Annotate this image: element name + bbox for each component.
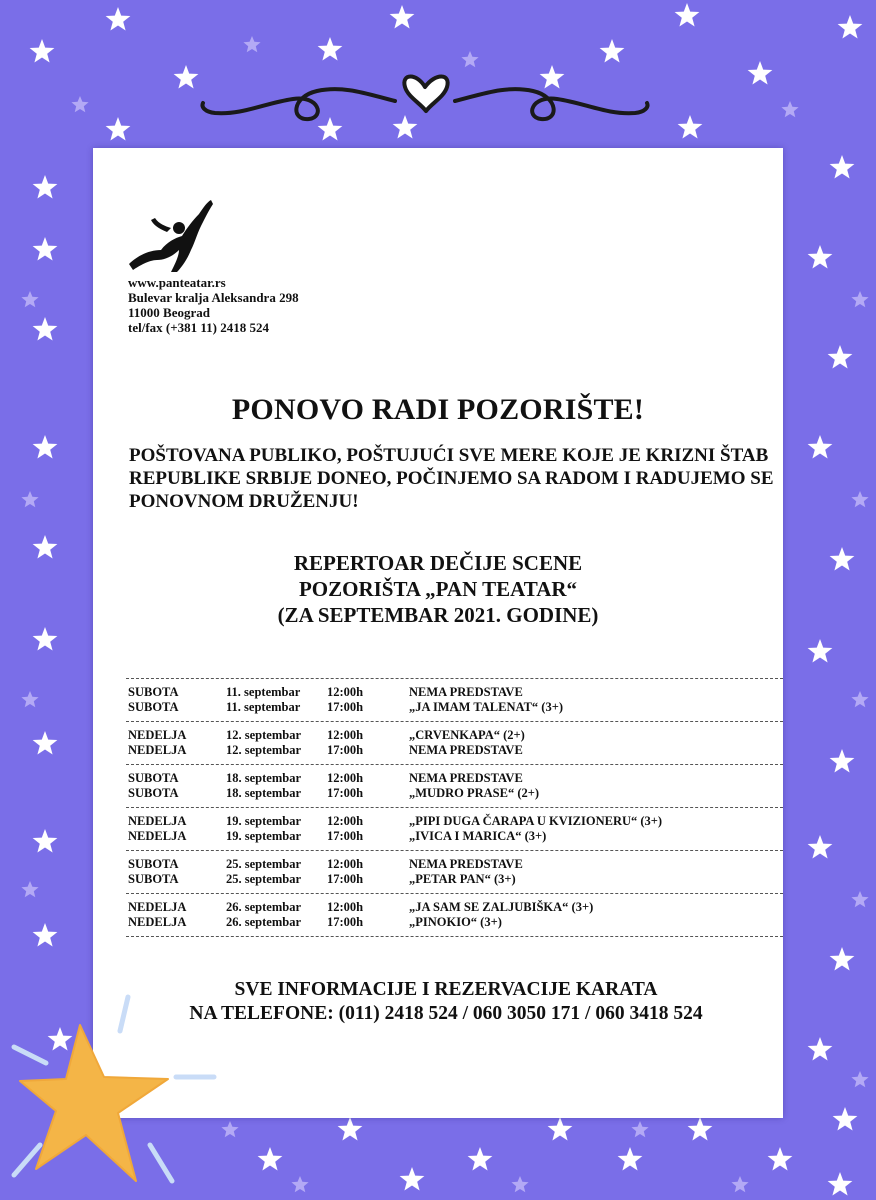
schedule-day: SUBOTA xyxy=(128,786,179,800)
star-icon xyxy=(748,61,773,85)
schedule-day: NEDELJA xyxy=(128,743,187,757)
star-icon xyxy=(808,1037,833,1061)
star-icon xyxy=(631,1121,648,1137)
repertoire-title-line: (ZA SEPTEMBAR 2021. GODINE) xyxy=(277,603,599,627)
schedule-time: 17:00h xyxy=(327,872,364,886)
star-icon xyxy=(851,491,868,507)
star-icon xyxy=(808,639,833,663)
schedule-date: 25. septembar xyxy=(226,872,301,886)
schedule-date: 12. septembar xyxy=(226,728,301,742)
star-icon xyxy=(511,1176,528,1192)
schedule-date: 26. septembar xyxy=(226,915,301,929)
schedule-show: „PIPI DUGA ČARAPA U KVIZIONERU“ (3+) xyxy=(409,814,663,828)
star-icon xyxy=(731,1176,748,1192)
star-icon xyxy=(678,115,703,139)
star-icon xyxy=(618,1147,643,1171)
schedule-time: 17:00h xyxy=(327,743,364,757)
schedule-show: „CRVENKAPA“ (2+) xyxy=(409,728,525,742)
page-title: PONOVO RADI POZORIŠTE! xyxy=(231,393,645,426)
schedule-date: 11. septembar xyxy=(226,700,301,714)
schedule-row xyxy=(126,685,783,700)
star-icon xyxy=(851,1071,868,1087)
star-icon xyxy=(33,317,58,341)
star-icon xyxy=(851,891,868,907)
star-icon xyxy=(468,1147,493,1171)
schedule-row xyxy=(126,915,783,930)
star-icon xyxy=(21,881,38,897)
star-icon xyxy=(688,1117,713,1141)
dancer-logo-icon xyxy=(127,198,217,276)
schedule-time: 12:00h xyxy=(327,728,364,742)
star-icon xyxy=(808,435,833,459)
schedule-group xyxy=(126,893,783,937)
star-icon xyxy=(21,691,38,707)
phone-line: tel/fax (+381 11) 2418 524 xyxy=(128,320,270,335)
schedule-date: 25. septembar xyxy=(226,857,301,871)
schedule-day: SUBOTA xyxy=(128,857,179,871)
schedule-show: „PETAR PAN“ (3+) xyxy=(409,872,516,886)
address-line: Bulevar kralja Aleksandra 298 xyxy=(128,290,299,305)
star-icon xyxy=(21,291,38,307)
schedule-day: NEDELJA xyxy=(128,900,187,914)
star-icon xyxy=(33,435,58,459)
schedule-time: 17:00h xyxy=(327,700,364,714)
schedule-row xyxy=(126,786,783,801)
schedule-row xyxy=(126,700,783,715)
schedule-date: 19. septembar xyxy=(226,814,301,828)
schedule-day: NEDELJA xyxy=(128,915,187,929)
star-icon xyxy=(33,627,58,651)
repertoire-title xyxy=(93,550,783,628)
schedule-show: „IVICA I MARICA“ (3+) xyxy=(409,829,547,843)
schedule-row xyxy=(126,872,783,887)
star-icon xyxy=(243,36,260,52)
schedule-row xyxy=(126,829,783,844)
schedule-show: NEMA PREDSTAVE xyxy=(409,743,523,757)
star-icon xyxy=(828,345,853,369)
contact-block xyxy=(128,275,299,335)
schedule-group xyxy=(126,764,783,807)
schedule-day: NEDELJA xyxy=(128,829,187,843)
schedule-time: 12:00h xyxy=(327,771,364,785)
star-icon xyxy=(828,1172,853,1196)
star-icon xyxy=(808,245,833,269)
schedule-group xyxy=(126,850,783,893)
schedule-show: „JA IMAM TALENAT“ (3+) xyxy=(409,700,563,714)
star-icon xyxy=(548,1117,573,1141)
schedule-row xyxy=(126,743,783,758)
star-icon xyxy=(258,1147,283,1171)
star-icon xyxy=(33,535,58,559)
star-icon xyxy=(833,1107,858,1131)
schedule-time: 12:00h xyxy=(327,857,364,871)
star-icon xyxy=(338,1117,363,1141)
website-link[interactable]: www.panteatar.rs xyxy=(128,275,226,290)
star-icon xyxy=(675,3,700,27)
schedule-group xyxy=(126,807,783,850)
schedule-show: „PINOKIO“ (3+) xyxy=(409,915,502,929)
star-icon xyxy=(33,829,58,853)
schedule-time: 12:00h xyxy=(327,685,364,699)
schedule-table xyxy=(126,678,783,937)
schedule-show: NEMA PREDSTAVE xyxy=(409,685,523,699)
reservation-phones: NA TELEFONE: (011) 2418 524 / 060 3050 171 / 060 3418 524 xyxy=(189,1003,703,1024)
schedule-time: 17:00h xyxy=(327,915,364,929)
star-burst-icon xyxy=(0,985,230,1200)
schedule-date: 12. septembar xyxy=(226,743,301,757)
star-icon xyxy=(400,1167,425,1191)
reservation-info-line: SVE INFORMACIJE I REZERVACIJE KARATA xyxy=(234,979,658,1000)
schedule-day: NEDELJA xyxy=(128,728,187,742)
schedule-row xyxy=(126,771,783,786)
repertoire-title-line: POZORIŠTA „PAN TEATAR“ xyxy=(298,577,578,601)
schedule-day: SUBOTA xyxy=(128,685,179,699)
repertoire-title-line: REPERTOAR DEČIJE SCENE xyxy=(293,551,583,575)
schedule-show: „MUDRO PRASE“ (2+) xyxy=(409,786,540,800)
heart-swirl-ornament xyxy=(195,55,665,145)
star-icon xyxy=(291,1176,308,1192)
star-icon xyxy=(830,547,855,571)
star-icon xyxy=(838,15,863,39)
star-icon xyxy=(830,947,855,971)
star-icon xyxy=(21,491,38,507)
star-icon xyxy=(33,175,58,199)
schedule-date: 26. septembar xyxy=(226,900,301,914)
schedule-group xyxy=(126,678,783,721)
star-icon xyxy=(390,5,415,29)
star-icon xyxy=(106,7,131,31)
star-icon xyxy=(768,1147,793,1171)
city-line: 11000 Beograd xyxy=(128,305,210,320)
star-icon xyxy=(30,39,55,63)
schedule-day: SUBOTA xyxy=(128,771,179,785)
schedule-date: 18. septembar xyxy=(226,771,301,785)
schedule-date: 18. septembar xyxy=(226,786,301,800)
star-icon xyxy=(830,749,855,773)
star-icon xyxy=(33,923,58,947)
star-icon xyxy=(781,101,798,117)
star-icon xyxy=(830,155,855,179)
schedule-show: „JA SAM SE ZALJUBIŠKA“ (3+) xyxy=(409,900,594,914)
schedule-row xyxy=(126,814,783,829)
star-icon xyxy=(33,731,58,755)
intro-paragraph: POŠTOVANA PUBLIKO, POŠTUJUĆI SVE MERE KOJE JE KRIZNI ŠTAB REPUBLIKE SRBIJE DONEO, POČINJEMO SA RADOM I RADUJEMO SE PONOVNOM DRUŽENJU! xyxy=(129,445,774,512)
schedule-date: 11. septembar xyxy=(226,685,301,699)
star-icon xyxy=(106,117,131,141)
schedule-show: NEMA PREDSTAVE xyxy=(409,857,523,871)
schedule-group xyxy=(126,721,783,764)
schedule-time: 12:00h xyxy=(327,900,364,914)
schedule-row xyxy=(126,900,783,915)
poster-sheet xyxy=(93,148,783,1118)
schedule-show: NEMA PREDSTAVE xyxy=(409,771,523,785)
schedule-time: 12:00h xyxy=(327,814,364,828)
star-icon xyxy=(33,237,58,261)
schedule-day: SUBOTA xyxy=(128,872,179,886)
schedule-date: 19. septembar xyxy=(226,829,301,843)
schedule-time: 17:00h xyxy=(327,829,364,843)
schedule-row xyxy=(126,728,783,743)
star-icon xyxy=(851,691,868,707)
schedule-day: SUBOTA xyxy=(128,700,179,714)
schedule-day: NEDELJA xyxy=(128,814,187,828)
star-icon xyxy=(808,835,833,859)
star-icon xyxy=(851,291,868,307)
schedule-row xyxy=(126,857,783,872)
star-icon xyxy=(71,96,88,112)
schedule-time: 17:00h xyxy=(327,786,364,800)
